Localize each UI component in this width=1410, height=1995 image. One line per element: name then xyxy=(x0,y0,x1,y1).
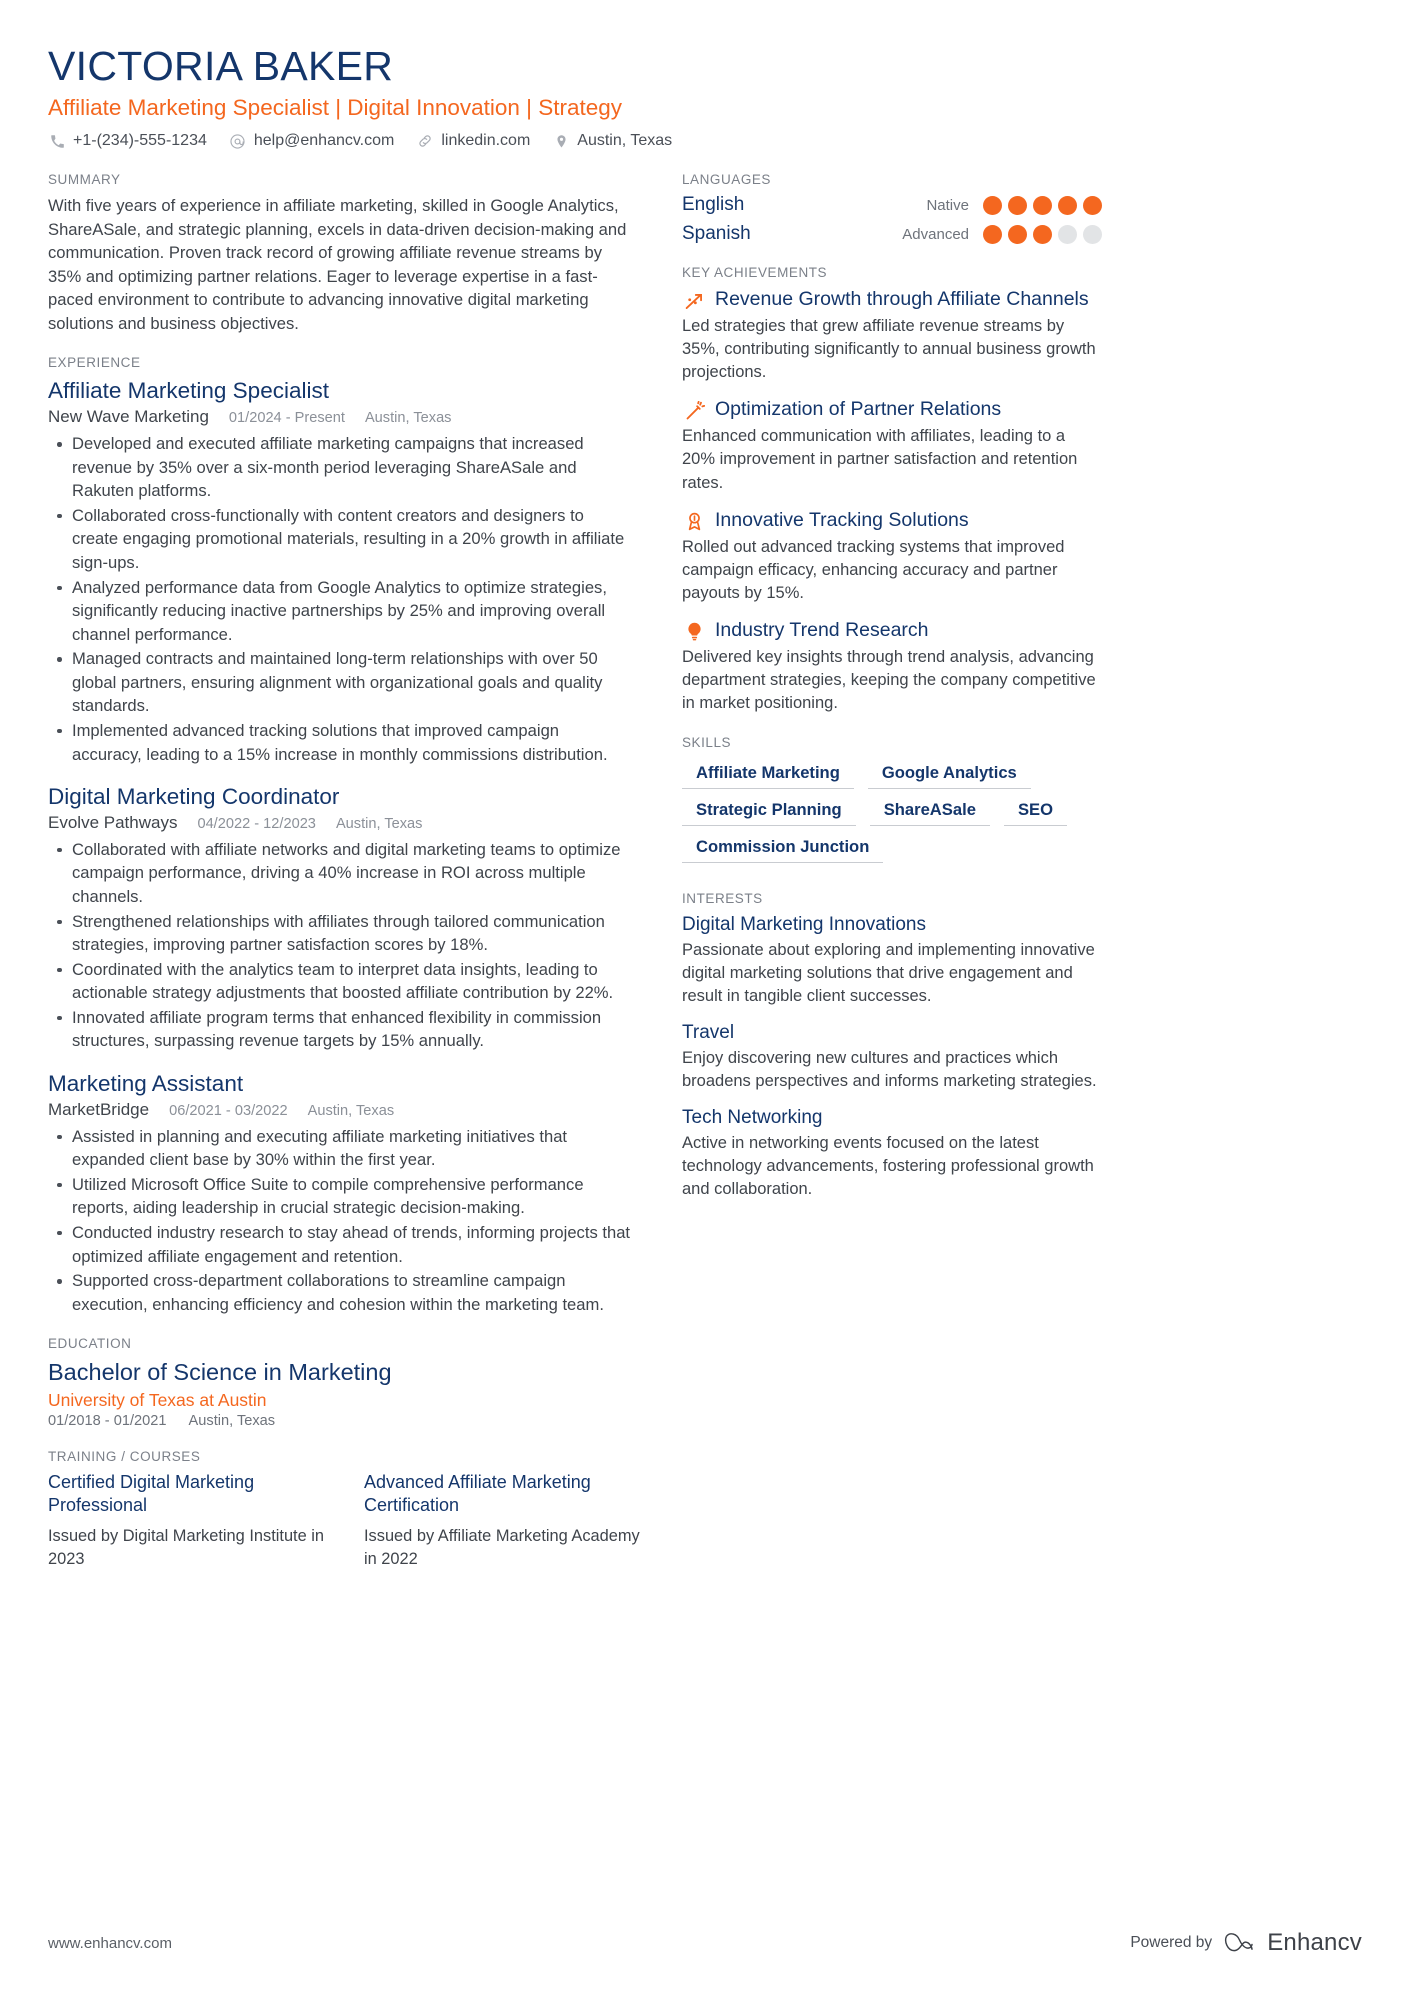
link-icon xyxy=(416,132,434,150)
rating-dot-filled xyxy=(1033,196,1052,215)
section-achievements xyxy=(682,265,1102,715)
contact-phone-text: +1-(234)-555-1234 xyxy=(73,132,207,150)
phone-icon xyxy=(48,132,66,150)
job-location: Austin, Texas xyxy=(307,1102,395,1119)
job-bullet: Analyzed performance data from Google Analytics to optimize strategies, significantly reducing inactive partnerships by 25% and improving overall channel performance. xyxy=(48,576,632,647)
experience-item xyxy=(48,377,632,766)
rating-dot-filled xyxy=(983,196,1002,215)
job-bullet: Collaborated with affiliate networks and digital marketing teams to optimize campaign performance, driving a 40% increase in ROI across multiple channels. xyxy=(48,838,632,909)
magic-wand-icon xyxy=(682,399,706,423)
achievement-head xyxy=(682,287,1102,313)
skill-list xyxy=(682,757,1102,863)
course-item xyxy=(48,1471,338,1571)
contact-email-text: help@enhancv.com xyxy=(253,132,395,150)
footer-website-url[interactable]: www.enhancv.com xyxy=(48,1934,172,1952)
achievement-description: Enhanced communication with affiliates, leading to a 20% improvement in partner satisfaction and retention rates. xyxy=(682,427,1078,492)
section-education xyxy=(48,1336,632,1428)
interest-item xyxy=(682,1106,1102,1201)
award-medal-icon xyxy=(682,510,706,534)
job-bullet: Coordinated with the analytics team to interpret data insights, leading to actionable strategy adjustments that boosted affiliate contribution by 22%. xyxy=(48,958,632,1005)
interest-title: Travel xyxy=(682,1022,735,1044)
job-bullet: Collaborated cross-functionally with content creators and designers to create engaging promotional materials, resulting in a 20% growth in affiliate sign-ups. xyxy=(48,504,632,575)
enhancv-wordmark: Enhancv xyxy=(1267,1929,1362,1956)
lightbulb-icon xyxy=(682,620,706,644)
job-location: Austin, Texas xyxy=(364,410,452,427)
powered-by-label: Powered by xyxy=(1130,1934,1213,1951)
skills-section-label: SKILLS xyxy=(682,735,732,751)
achievement-item xyxy=(682,618,1102,715)
rating-dot-filled xyxy=(1033,225,1052,244)
job-meta xyxy=(48,813,632,833)
job-meta xyxy=(48,407,632,427)
trending-arrow-icon xyxy=(682,289,706,313)
job-title: Marketing Assistant xyxy=(48,1070,244,1096)
skill-tag: SEO xyxy=(1004,798,1067,826)
resume-body xyxy=(48,172,1362,1591)
section-experience xyxy=(48,355,632,1316)
rating-dot-filled xyxy=(1008,196,1027,215)
section-skills xyxy=(682,735,1102,863)
education-degree: Bachelor of Science in Marketing xyxy=(48,1359,392,1386)
professional-headline: Affiliate Marketing Specialist | Digital Innovation | Strategy xyxy=(48,94,623,120)
course-description: Issued by Digital Marketing Institute in 2023 xyxy=(48,1527,325,1569)
interest-title: Digital Marketing Innovations xyxy=(682,914,926,936)
education-meta xyxy=(48,1413,632,1429)
language-level: Native xyxy=(926,196,969,214)
right-column xyxy=(682,172,1102,1221)
language-item xyxy=(682,223,1102,245)
job-bullet: Assisted in planning and executing affiliate marketing initiatives that expanded client base by 30% within the first year. xyxy=(48,1125,632,1172)
achievement-description: Rolled out advanced tracking systems that improved campaign efficacy, enhancing accuracy and partner payouts by 15%. xyxy=(682,537,1065,602)
rating-dot-filled xyxy=(983,225,1002,244)
email-icon xyxy=(229,132,247,150)
enhancv-mark-icon xyxy=(1224,1931,1258,1955)
course-title: Advanced Affiliate Marketing Certification xyxy=(364,1471,591,1515)
training-section-label: TRAINING / COURSES xyxy=(48,1448,201,1464)
education-school: University of Texas at Austin xyxy=(48,1389,267,1410)
rating-dot-filled xyxy=(1058,196,1077,215)
contact-linkedin[interactable] xyxy=(416,132,530,150)
achievement-title: Innovative Tracking Solutions xyxy=(715,508,969,531)
achievement-head xyxy=(682,397,1102,423)
language-item xyxy=(682,194,1102,216)
language-rating-dots xyxy=(983,225,1102,244)
achievements-section-label: KEY ACHIEVEMENTS xyxy=(682,265,828,281)
interest-item xyxy=(682,913,1102,1008)
achievement-item xyxy=(682,508,1102,605)
languages-section-label: LANGUAGES xyxy=(682,172,771,188)
experience-item xyxy=(48,783,632,1053)
job-bullet: Utilized Microsoft Office Suite to compile comprehensive performance reports, aiding leadership in crucial strategic decision-making. xyxy=(48,1173,632,1220)
skill-tag: Commission Junction xyxy=(682,835,883,863)
interests-section-label: INTERESTS xyxy=(682,891,763,907)
course-list xyxy=(48,1471,640,1571)
achievement-title: Revenue Growth through Affiliate Channels xyxy=(715,288,1089,311)
section-interests xyxy=(682,891,1102,1201)
job-title: Affiliate Marketing Specialist xyxy=(48,378,329,404)
language-name: English xyxy=(682,194,745,216)
summary-section-label: SUMMARY xyxy=(48,172,121,188)
page-title: VICTORIA BAKER xyxy=(48,43,394,89)
achievement-description: Led strategies that grew affiliate revenue streams by 35%, contributing significantly to annual business growth projections. xyxy=(682,317,1096,382)
job-bullet-list xyxy=(48,432,632,766)
language-level: Advanced xyxy=(902,225,969,243)
contact-email[interactable] xyxy=(229,132,394,150)
achievement-head xyxy=(682,618,1102,644)
contact-linkedin-text: linkedin.com xyxy=(441,132,531,150)
interest-title: Tech Networking xyxy=(682,1107,823,1129)
achievement-title: Optimization of Partner Relations xyxy=(715,398,1002,421)
job-dates: 04/2022 - 12/2023 xyxy=(197,815,316,832)
interest-description: Enjoy discovering new cultures and practices which broadens perspectives and informs marketing strategies. xyxy=(682,1048,1097,1091)
skill-tag: Google Analytics xyxy=(868,761,1031,789)
section-summary xyxy=(48,172,632,335)
education-dates: 01/2018 - 01/2021 xyxy=(48,1412,167,1429)
job-title: Digital Marketing Coordinator xyxy=(48,784,340,810)
rating-dot-filled xyxy=(1008,225,1027,244)
resume-header xyxy=(48,44,1362,150)
footer-brand xyxy=(1130,1929,1362,1957)
job-bullet: Managed contracts and maintained long-term relationships with over 50 global partners, ensuring alignment with organizational goals and quality standards. xyxy=(48,647,632,718)
page-footer xyxy=(48,1929,1362,1957)
achievement-description: Delivered key insights through trend analysis, advancing department strategies, keeping the company competitive in market positioning. xyxy=(682,647,1096,713)
rating-dot-empty xyxy=(1083,225,1102,244)
contact-location-text: Austin, Texas xyxy=(577,132,673,150)
job-bullet-list xyxy=(48,838,632,1053)
job-company: Evolve Pathways xyxy=(48,812,178,832)
left-column xyxy=(48,172,660,1591)
course-item xyxy=(364,1471,654,1571)
job-dates: 01/2024 - Present xyxy=(228,410,345,427)
contact-phone[interactable] xyxy=(48,132,207,150)
section-languages xyxy=(682,172,1102,245)
interest-description: Active in networking events focused on the latest technology advancements, fostering professional growth and collaboration. xyxy=(682,1133,1094,1199)
rating-dot-filled xyxy=(1083,196,1102,215)
job-bullet: Conducted industry research to stay ahead of trends, informing projects that optimized affiliate engagement and retention. xyxy=(48,1221,632,1268)
job-bullet: Implemented advanced tracking solutions that improved campaign accuracy, leading to a 15% increase in monthly commissions distribution. xyxy=(48,719,632,766)
experience-item xyxy=(48,1070,632,1316)
interest-item xyxy=(682,1021,1102,1093)
job-bullet: Innovated affiliate program terms that enhanced flexibility in commission structures, surpassing revenue targets by 15% annually. xyxy=(48,1006,632,1053)
job-bullet: Strengthened relationships with affiliates through tailored communication strategies, improving partner satisfaction scores by 18%. xyxy=(48,910,632,957)
education-location: Austin, Texas xyxy=(188,1412,276,1429)
education-section-label: EDUCATION xyxy=(48,1336,132,1352)
job-meta xyxy=(48,1100,632,1120)
language-rating-dots xyxy=(983,196,1102,215)
skill-tag: Strategic Planning xyxy=(682,798,856,826)
achievement-head xyxy=(682,508,1102,534)
achievement-item xyxy=(682,287,1102,384)
skill-tag: ShareASale xyxy=(870,798,990,826)
course-description: Issued by Affiliate Marketing Academy in 2022 xyxy=(364,1527,640,1569)
skill-tag: Affiliate Marketing xyxy=(682,761,854,789)
summary-text: With five years of experience in affiliate marketing, skilled in Google Analytics, ShareASale, and strategic planning, excels in data-driven decision-making and communication. Proven track record of growing affiliate revenue streams by 35% and optimizing partner relations. Eager to leverage expertise in a fast-paced environment to contribute to advancing innovative digital marketing solutions and business objectives. xyxy=(48,196,627,333)
contact-row xyxy=(48,132,1362,150)
job-bullet-list xyxy=(48,1125,632,1317)
enhancv-logo xyxy=(1224,1929,1362,1957)
job-location: Austin, Texas xyxy=(335,815,423,832)
job-bullet: Supported cross-department collaborations to streamline campaign execution, enhancing efficiency and cohesion within the marketing team. xyxy=(48,1269,632,1316)
experience-section-label: EXPERIENCE xyxy=(48,355,141,371)
job-company: MarketBridge xyxy=(48,1099,150,1119)
achievement-item xyxy=(682,397,1102,494)
course-title: Certified Digital Marketing Professional xyxy=(48,1471,255,1515)
job-dates: 06/2021 - 03/2022 xyxy=(169,1102,288,1119)
job-company: New Wave Marketing xyxy=(48,407,209,427)
section-training xyxy=(48,1448,640,1571)
achievement-title: Industry Trend Research xyxy=(715,618,929,641)
rating-dot-empty xyxy=(1058,225,1077,244)
interest-description: Passionate about exploring and implementing innovative digital marketing solutions that drive engagement and result in tangible client successes. xyxy=(682,940,1095,1006)
job-bullet: Developed and executed affiliate marketing campaigns that increased revenue by 35% over a six-month period leveraging ShareASale and Rakuten platforms. xyxy=(48,432,632,503)
contact-location xyxy=(552,132,672,150)
language-name: Spanish xyxy=(682,223,751,245)
location-pin-icon xyxy=(552,132,570,150)
